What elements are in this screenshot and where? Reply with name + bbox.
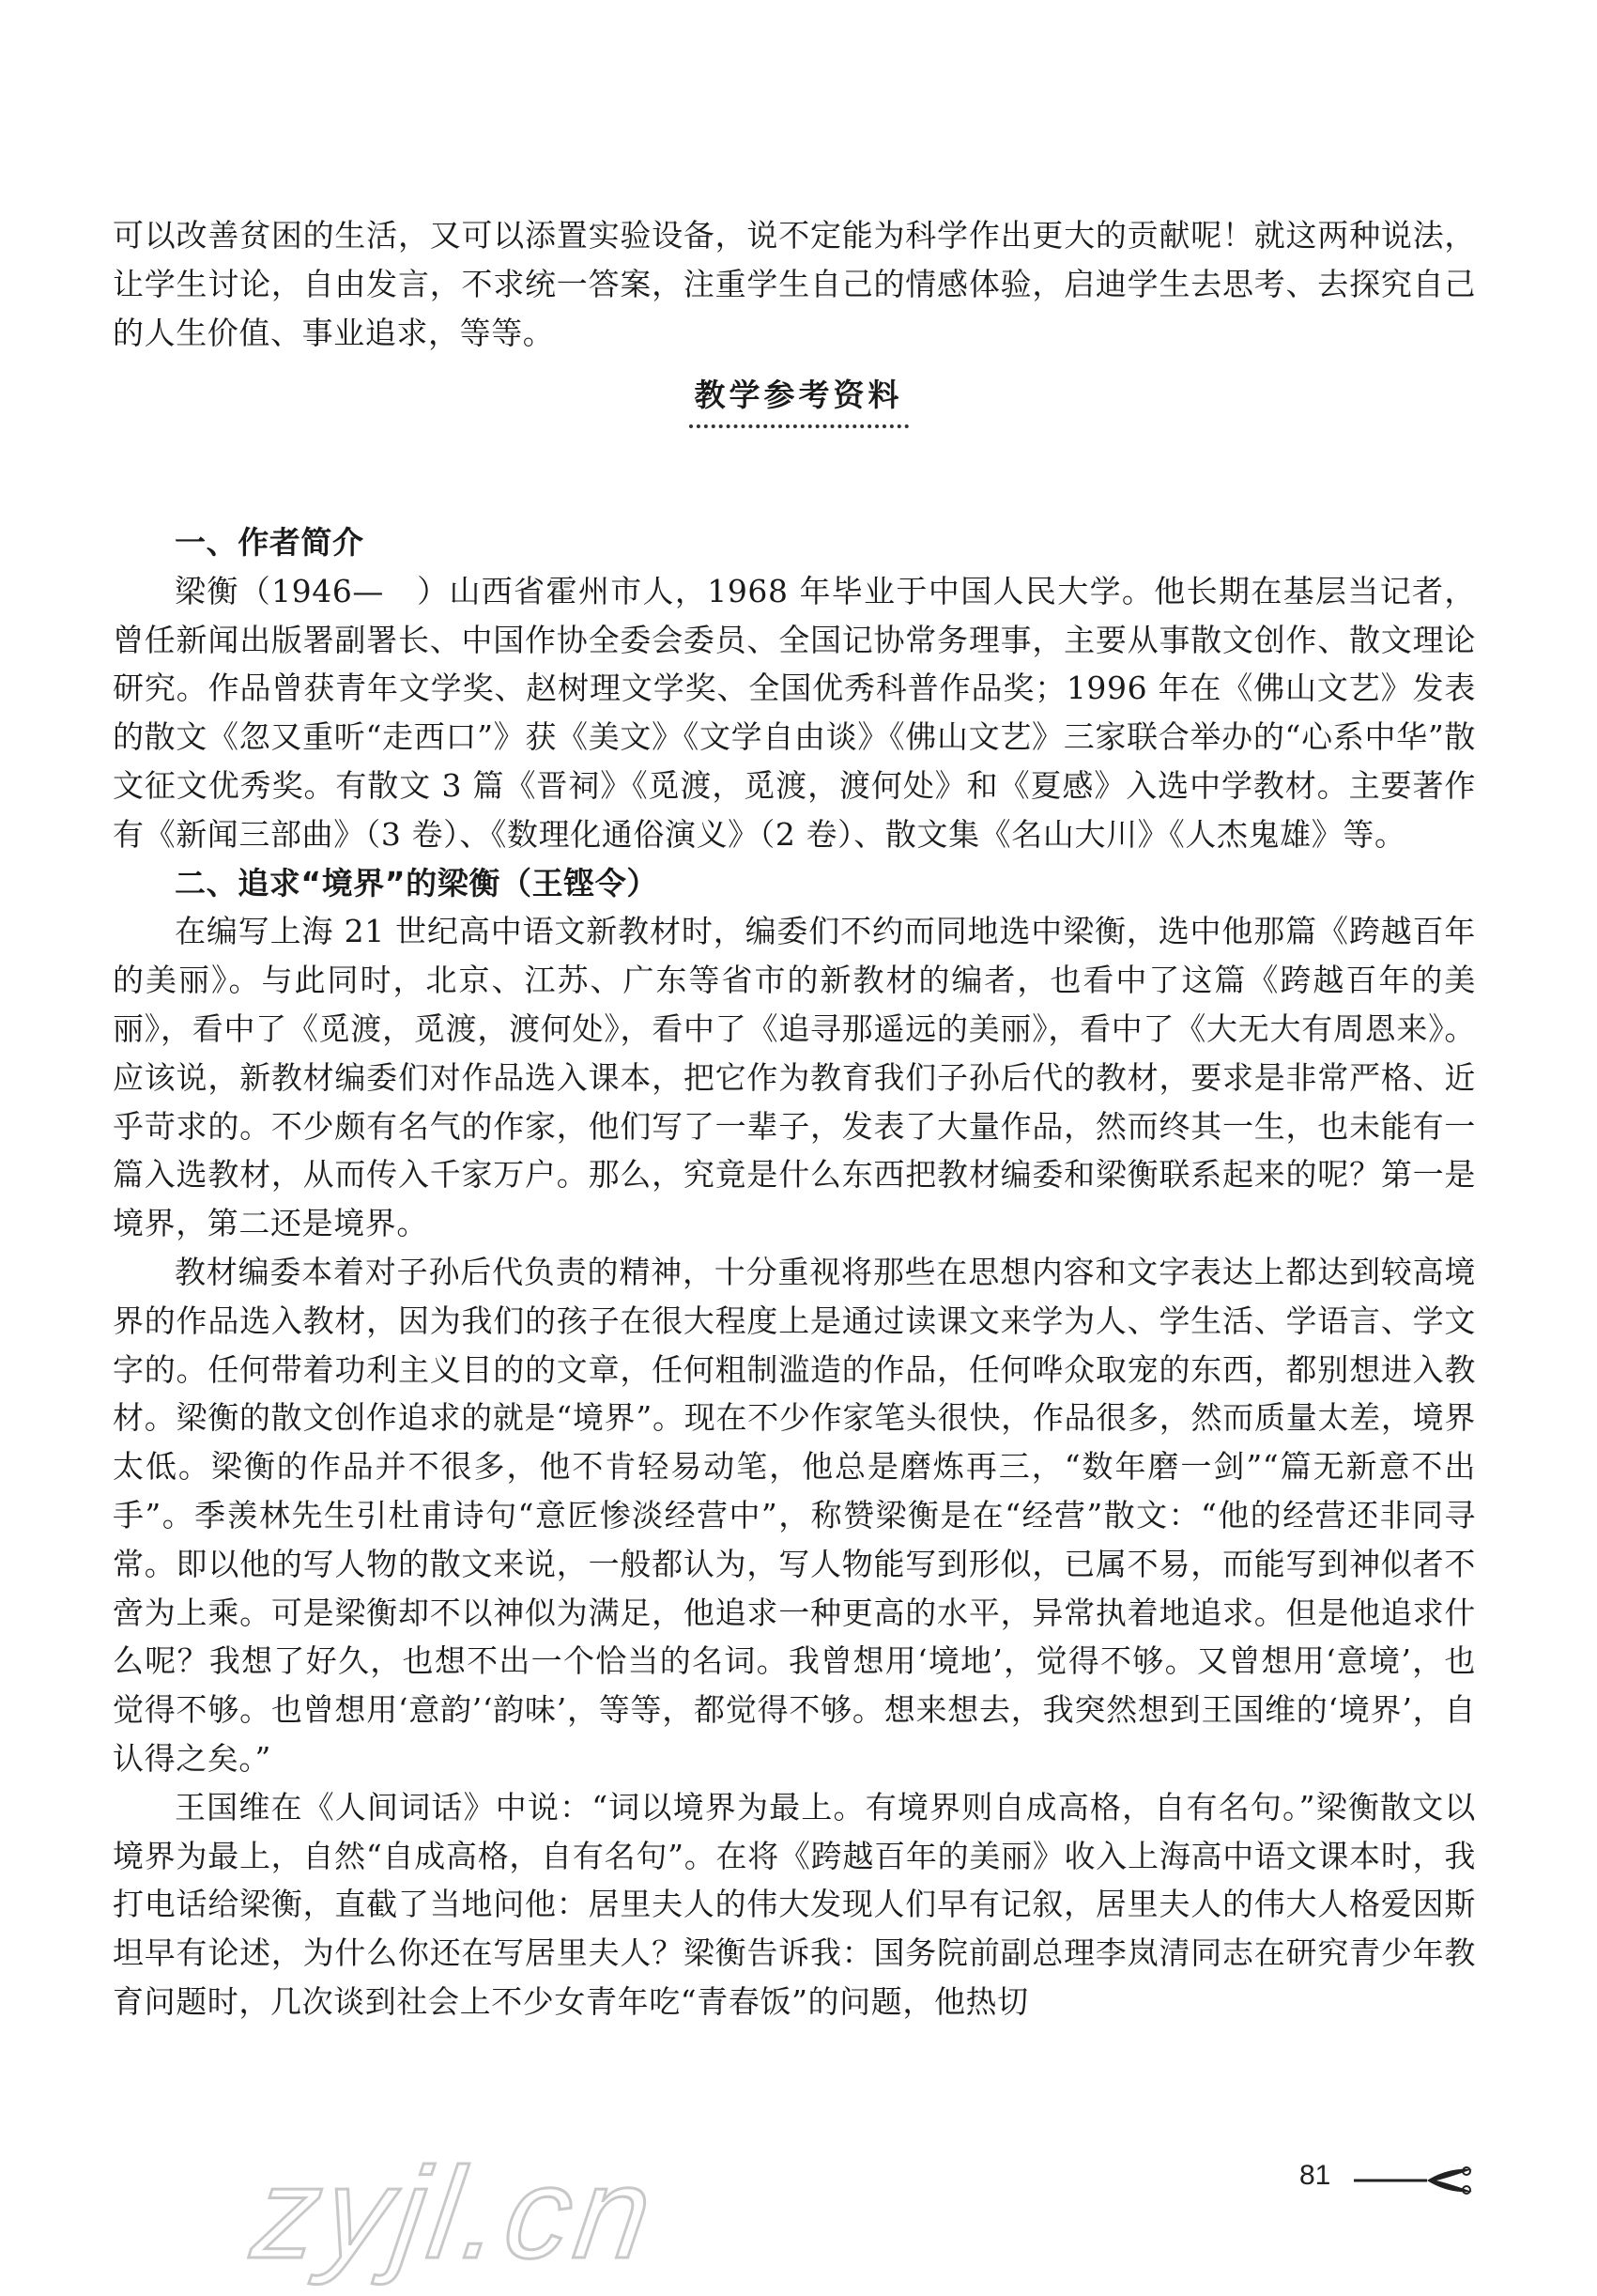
scissors-icon bbox=[1354, 2164, 1476, 2197]
author-heading: 一、作者简介 bbox=[175, 524, 364, 561]
reference-content bbox=[113, 518, 1476, 2026]
section-title-wrap bbox=[0, 371, 1597, 428]
page-number: 81 bbox=[1299, 2160, 1331, 2191]
essay-paragraph-1: 在编写上海 21 世纪高中语文新教材时，编委们不约而同地选中梁衡，选中他那篇《跨越百年的美丽》。与此同时，北京、江苏、广东等省市的新教材的编者，也看中了这篇《跨越百年的美丽》，看中了《觅渡，觅渡，渡何处》，看中了《追寻那遥远的美丽》，看中了《大无大有周恩来》。应该说，新教材编委们对作品选入课本，把它作为教育我们子孙后代的教材，要求是非常严格、近乎苛求的。不少颇有名气的作家，他们写了一辈子，发表了大量作品，然而终其一生，也未能有一篇入选教材，从而传入千家万户。那么，究竟是什么东西把教材编委和梁衡联系起来的呢？第一是境界，第二还是境界。 bbox=[113, 913, 1476, 1242]
author-paragraph: 梁衡（1946— ）山西省霍州市人，1968 年毕业于中国人民大学。他长期在基层当记者，曾任新闻出版署副署长、中国作协全委会委员、全国记协常务理事，主要从事散文创作、散文理论研究。作品曾获青年文学奖、赵树理文学奖、全国优秀科普作品奖；1996 年在《佛山文艺》发表的散文《忽又重听“走西口”》获《美文》《文学自由谈》《佛山文艺》三家联合举办的“心系中华”散文征文优秀奖。有散文 3 篇《晋祠》《觅渡，觅渡，渡何处》和《夏感》入选中学教材。主要著作有《新闻三部曲》（3 卷）、《数理化通俗演义》（2 卷）、散文集《名山大川》《人杰鬼雄》等。 bbox=[113, 572, 1476, 853]
watermark: zyjl.cn bbox=[245, 2141, 666, 2286]
section-title: 教学参考资料 bbox=[689, 371, 909, 428]
essay-heading: 二、追求“境界”的梁衡（王铿令） bbox=[175, 864, 658, 901]
essay-paragraph-3: 王国维在《人间词话》中说：“词以境界为最上。有境界则自成高格，自有名句。”梁衡散文以境界为最上，自然“自成高格，自有名句”。在将《跨越百年的美丽》收入上海高中语文课本时，我打电话给梁衡，直截了当地问他：居里夫人的伟大发现人们早有记叙，居里夫人的伟大人格爱因斯坦早有论述，为什么你还在写居里夫人？梁衡告诉我：国务院前副总理李岚清同志在研究青少年教育问题时，几次谈到社会上不少女青年吃“青春饭”的问题，他热切 bbox=[113, 1788, 1476, 2020]
intro-paragraph: 可以改善贫困的生活，又可以添置实验设备，说不定能为科学作出更大的贡献呢！就这两种说法，让学生讨论，自由发言，不求统一答案，注重学生自己的情感体验，启迪学生去思考、去探究自己的人生价值、事业追求，等等。 bbox=[113, 217, 1476, 351]
essay-paragraph-2: 教材编委本着对子孙后代负责的精神，十分重视将那些在思想内容和文字表达上都达到较高境界的作品选入教材，因为我们的孩子在很大程度上是通过读课文来学为人、学生活、学语言、学文字的。任何带着功利主义目的的文章，任何粗制滥造的作品，任何哗众取宠的东西，都别想进入教材。梁衡的散文创作追求的就是“境界”。现在不少作家笔头很快，作品很多，然而质量太差，境界太低。梁衡的作品并不很多，他不肯轻易动笔，他总是磨炼再三，“数年磨一剑”“篇无新意不出手”。季羡林先生引杜甫诗句“意匠惨淡经营中”，称赞梁衡是在“经营”散文：“他的经营还非同寻常。即以他的写人物的散文来说，一般都认为，写人物能写到形似，已属不易，而能写到神似者不啻为上乘。可是梁衡却不以神似为满足，他追求一种更高的水平，异常执着地追求。但是他追求什么呢？我想了好久，也想不出一个恰当的名词。我曾想用‘境地’，觉得不够。又曾想用‘意境’，也觉得不够。也曾想用‘意韵’‘韵味’，等等，都觉得不够。想来想去，我突然想到王国维的‘境界’，自认得之矣。” bbox=[113, 1253, 1476, 1777]
page-footer bbox=[1299, 2158, 1478, 2205]
intro-block bbox=[113, 211, 1476, 357]
